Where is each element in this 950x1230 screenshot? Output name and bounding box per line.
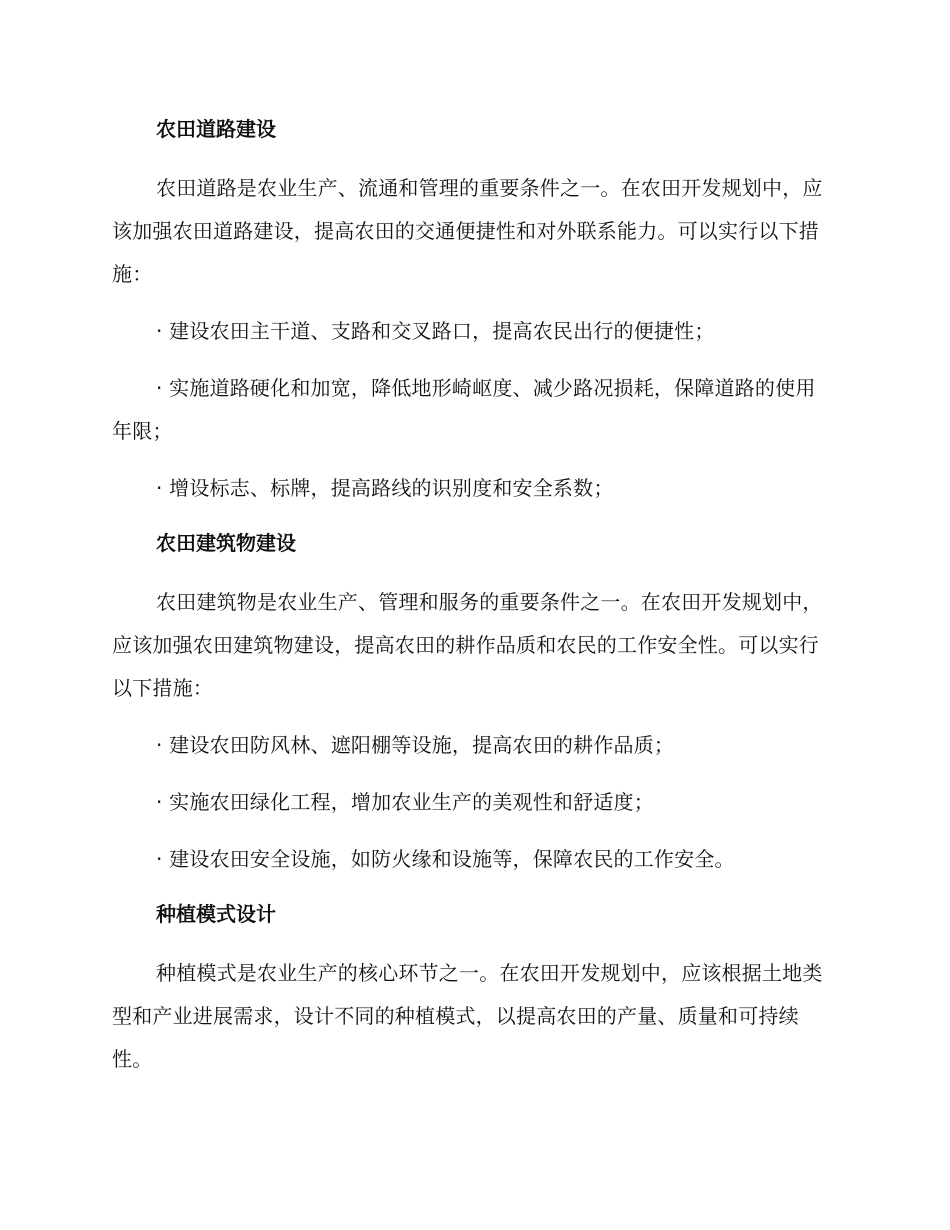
section-planting <box>112 895 834 1081</box>
section-paragraph: 农田建筑物是农业生产、管理和服务的重要条件之一。在农田开发规划中，应该加强农田建筑物建设，提高农田的耕作品质和农民的工作安全性。可以实行以下措施： <box>112 590 823 700</box>
section-paragraph: 种植模式是农业生产的核心环节之一。在农田开发规划中，应该根据土地类型和产业进展需求，设计不同的种植模式，以提高农田的产量、质量和可持续性。 <box>112 961 823 1071</box>
section-heading: 农田道路建设 <box>156 117 276 141</box>
section-road <box>112 110 834 510</box>
bullet-item: · 实施道路硬化和加宽，降低地形崎岖度、减少路况损耗，保障道路的使用年限； <box>112 376 816 443</box>
bullet-item: · 增设标志、标牌，提高路线的识别度和安全系数； <box>156 476 614 500</box>
section-paragraph: 农田道路是农业生产、流通和管理的重要条件之一。在农田开发规划中，应该加强农田道路建设，提高农田的交通便捷性和对外联系能力。可以实行以下措施： <box>112 176 823 286</box>
section-heading: 种植模式设计 <box>156 902 276 926</box>
bullet-item: · 建设农田安全设施，如防火缘和设施等，保障农民的工作安全。 <box>156 847 735 871</box>
bullet-item: · 实施农田绿化工程，增加农业生产的美观性和舒适度； <box>156 790 654 814</box>
bullet-item: · 建设农田防风林、遮阳棚等设施，提高农田的耕作品质； <box>156 733 675 757</box>
bullet-item: · 建设农田主干道、支路和交叉路口，提高农民出行的便捷性； <box>156 319 715 343</box>
section-buildings <box>112 524 834 881</box>
section-heading: 农田建筑物建设 <box>156 531 296 555</box>
document-page <box>112 110 834 1095</box>
